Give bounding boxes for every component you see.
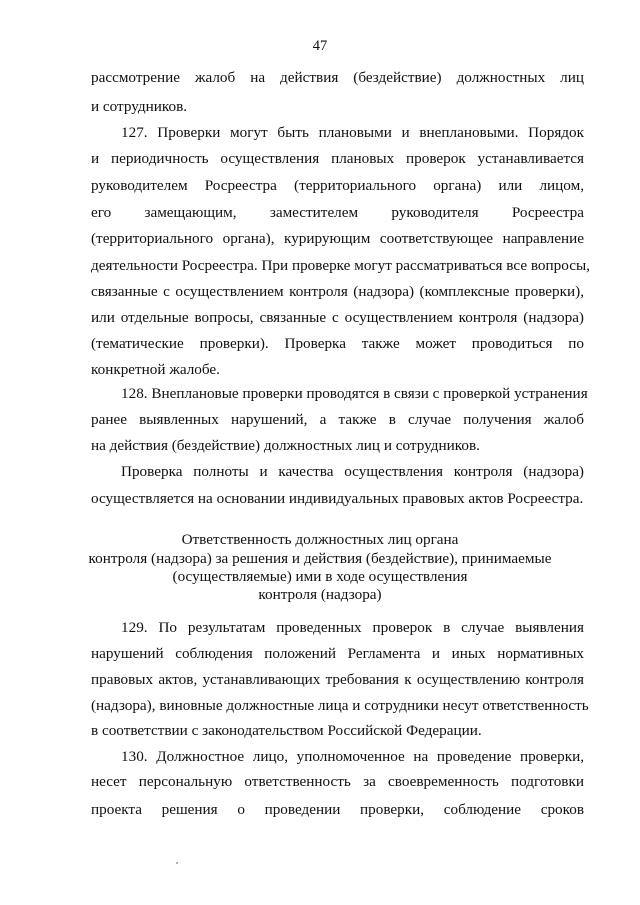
- paragraph-start-line: Проверка полноты и качества осуществления контроля (надзора): [121, 463, 584, 480]
- text-line: ранее выявленных нарушений, а также в случае получения жалоб: [91, 411, 584, 428]
- page-number: 47: [312, 38, 328, 54]
- text-line: связанные с осуществлением контроля (надзора) (комплексные проверки),: [91, 283, 584, 300]
- text-line: правовых актов, устанавливающих требования к осуществлению контроля: [91, 671, 584, 688]
- paragraph-start-line: 129. По результатам проведенных проверок в случае выявления: [121, 619, 584, 636]
- text-line: (тематические проверки). Проверка также может проводиться по: [91, 335, 584, 352]
- section-heading-line: контроля (надзора): [258, 586, 382, 603]
- text-line: рассмотрение жалоб на действия (бездействие) должностных лиц: [91, 69, 584, 86]
- text-line: и периодичность осуществления плановых проверок устанавливается: [91, 150, 584, 167]
- text-line: в соответствии с законодательством Российской Федерации.: [91, 722, 482, 739]
- text-line: проекта решения о проведении проверки, соблюдение сроков: [91, 801, 584, 818]
- text-line: и сотрудников.: [91, 98, 188, 115]
- text-line: нарушений соблюдения положений Регламента и иных нормативных: [91, 645, 584, 662]
- text-line: осуществляется на основании индивидуальных правовых актов Росреестра.: [91, 490, 584, 507]
- paragraph-start-line: 130. Должностное лицо, уполномоченное на проведение проверки,: [121, 748, 584, 765]
- text-line: конкретной жалобе.: [91, 361, 220, 378]
- scan-speck: [176, 862, 178, 864]
- text-line: или отдельные вопросы, связанные с осуществлением контроля (надзора): [91, 309, 584, 326]
- text-line: деятельности Росреестра. При проверке могут рассматриваться все вопросы,: [91, 257, 590, 274]
- text-line: (территориального органа), курирующим соответствующее направление: [91, 230, 584, 247]
- text-line: руководителем Росреестра (территориального органа) или лицом,: [91, 177, 584, 194]
- text-line: его замещающим, заместителем руководителя Росреестра: [91, 204, 584, 221]
- section-heading-line: (осуществляемые) ими в ходе осуществления: [172, 568, 468, 585]
- text-line: на действия (бездействие) должностных лиц и сотрудников.: [91, 437, 480, 454]
- section-heading-line: контроля (надзора) за решения и действия (бездействие), принимаемые: [88, 550, 552, 567]
- paragraph-start-line: 127. Проверки могут быть плановыми и внеплановыми. Порядок: [121, 124, 584, 141]
- text-line: несет персональную ответственность за своевременность подготовки: [91, 773, 584, 790]
- section-heading-line: Ответственность должностных лиц органа: [181, 531, 459, 548]
- paragraph-start-line: 128. Внеплановые проверки проводятся в связи с проверкой устранения: [121, 385, 588, 402]
- text-line: (надзора), виновные должностные лица и сотрудники несут ответственность: [91, 697, 589, 714]
